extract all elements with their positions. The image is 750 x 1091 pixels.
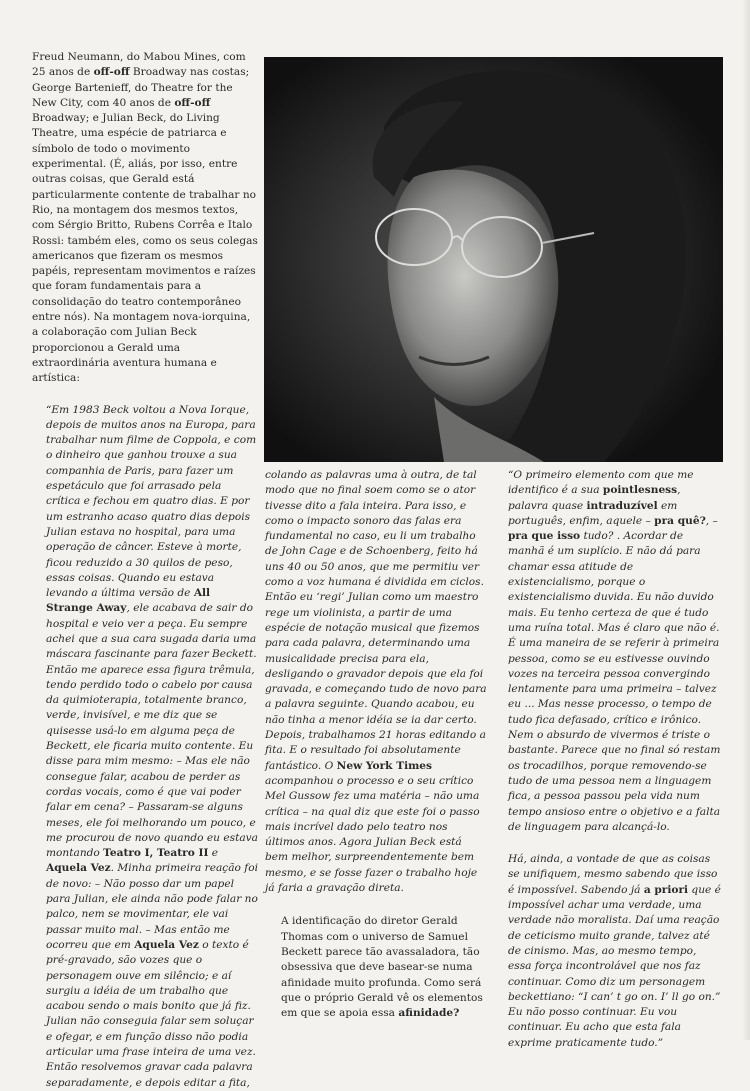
title-teatro: Teatro I, Teatro II: [103, 847, 209, 860]
quote-gerald-2: Há, ainda, a vontade de que as coisas se unifiquem, mesmo sabendo que isso é impossível. Sabendo já a priori que é impossível achar uma verdade, uma verdade não moralista. Daí uma reação de ceticismo muito grande, talvez até de cinismo. Mas, ao mesmo tempo, essa força incontrolável que nos faz continuar. Como diz um personagem beckettiano: “I can’ t go on. I’ ll go on.” Eu não posso continuar. Eu vou continuar. Eu acho que esta fala exprime praticamente tudo.”: [508, 853, 721, 1049]
column-left: [32, 50, 258, 1091]
title-all-strange-away: All Strange Away: [46, 587, 211, 615]
title-aquela-vez: Aquela Vez: [46, 862, 111, 875]
off-off-term: off-off: [93, 66, 130, 79]
portrait-illustration: [264, 57, 723, 462]
quote-beck: “Em 1983 Beck voltou a Nova Iorque, depois de muitos anos na Europa, para trabalhar num filme de Coppola, e com o dinheiro que ganhou trouxe a sua companhia de Paris, para fazer um espetáculo que foi arrasado pela crítica e fechou em quatro dias. E por um estranho acaso quatro dias depois Julian estava no hospital, para uma operação de câncer. Esteve à morte, ficou reduzido a 30 quilos de peso, essas coisas. Quando eu estava levando a última versão de All Strange Away, ele acabava de sair do hospital e veio ver a peça. Eu sempre achei que a sua cara sugada daria uma máscara fascinante para fazer Beckett. Então me aparece essa figura trêmula, tendo perdido todo o cabelo por causa da quimioterapia, totalmente branco, verde, invisível, e me diz que se quisesse usá-lo em alguma peça de Beckett, ele ficaria muito contente. Eu disse para mim mesmo: – Mas ele não consegue falar, acabou de perder as cordas vocais, como é que vai poder falar em cena? – Passaram-se alguns meses, ele foi melhorando um pouco, e me procurou de novo quando eu estava montando Teatro I, Teatro II e Aquela Vez. Minha primeira reação foi de novo: – Não posso dar um papel para Julian, ele ainda não pode falar no palco, nem se movimentar, ele vai passar muito mal. – Mas então me ocorreu que em Aquela Vez o texto é pré-gravado, são vozes que o personagem ouve em silêncio; e aí surgiu a idéia de um trabalho que acabou sendo o mais bonito que já fiz. Julian não conseguia falar sem soluçar e ofegar, e em função disso não podia articular uma frase inteira de uma vez. Então resolvemos gravar cada palavra separadamente, e depois editar a fita,: [46, 403, 258, 1089]
column-middle: [265, 468, 487, 1021]
intro-paragraph: Freud Neumann, do Mabou Mines, com 25 anos de off-off Broadway nas costas; George Bartenieff, do Theatre for the New City, com 40 anos de off-off Broadway; e Julian Beck, do Living Theatre, uma espécie de patriarca e símbolo de todo o movimento experimental. (É, aliás, por isso, entre outras coisas, que Gerald está particularmente contente de trabalhar no Rio, na montagem dos mesmos textos, com Sérgio Britto, Rubens Corrêa e Italo Rossi: também eles, como os seus colegas americanos que fizeram os mesmos papéis, representam movimentos e raízes que foram fundamentais para a consolidação do teatro contemporâneo entre nós). Na montagem nova-iorquina, a colaboração com Julian Beck proporcionou a Gerald uma extraordinária aventura humana e artística:: [32, 51, 258, 385]
off-off-term: off-off: [174, 96, 211, 109]
word-afinidade: afinidade?: [398, 1007, 460, 1020]
phrase-pra-que-isso: pra que isso: [508, 530, 581, 543]
word-intraduzivel: intraduzível: [586, 499, 658, 512]
quote-gerald-1: “O primeiro elemento com que me identifico é a sua pointlesness, palavra quase intraduzível em português, enfim, aquele – pra quê?, – pra que isso tudo? . Acordar de manhã é um suplício. E não dá para chamar essa atitude de existencialismo, porque o existencialismo duvida. Eu não duvido mais. Eu tenho certeza de que é tudo uma ruína total. Mas é claro que não é. É uma maneira de se referir à primeira pessoa, como se eu estivesse ouvindo vozes na terceira pessoa convergindo lentamente para uma primeira – talvez eu ... Mas nesse processo, o tempo de tudo fica defasado, crítico e irônico. Nem o absurdo de vivermos é triste o bastante. Parece que no final só restam os trocadilhos, porque removendo-se tudo de uma pessoa nem a linguagem fica, a pessoa passou pela vida num tempo ansioso entre o objetivo e a falta de linguagem para alcançá-lo.: [508, 469, 721, 833]
term-a-priori: a priori: [643, 883, 689, 896]
paragraph-afinidade: A identificação do diretor Gerald Thomas com o universo de Samuel Beckett parece tão avassaladora, tão obsessiva que deve basear-se numa afinidade muito profunda. Como será que o próprio Gerald vê os elementos em que se apoia essa afinidade?: [281, 915, 483, 1020]
portrait-photo: [264, 57, 723, 462]
title-new-york-times: New York Times: [336, 759, 433, 772]
title-aquela-vez: Aquela Vez: [134, 938, 199, 951]
word-pointlesness: pointlesness: [602, 484, 678, 497]
page-edge-shadow: [742, 0, 750, 1040]
quote-beck-continued: colando as palavras uma à outra, de tal modo que no final soem como se o ator tivesse dito a fala inteira. Para isso, e como o impacto sonoro das falas era fundamental no caso, eu li um trabalho de John Cage e de Schoenberg, feito há uns 40 ou 50 anos, que me permitiu ver como a voz humana é dividida em ciclos. Então eu ‘regi’ Julian como um maestro rege um violinista, a partir de uma espécie de notação musical que fizemos para cada palavra, determinando uma musicalidade precisa para ela, desligando o gravador depois que ela foi gravada, e começando tudo de novo para a palavra seguinte. Quando acabou, eu não tinha a menor idéia se ia dar certo. Depois, trabalhamos 21 horas editando a fita. E o resultado foi absolutamente fantástico. O New York Times acompanhou o processo e o seu crítico Mel Gussow fez uma matéria – não uma crítica – na qual diz que este foi o passo mais incrível dado pelo teatro nos últimos anos. Agora Julian Beck está bem melhor, surpreendentemente bem mesmo, e se fosse fazer o trabalho hoje já faria a gravação direta.: [265, 469, 487, 895]
column-right: [496, 468, 722, 1051]
phrase-pra-que: pra quê?: [654, 514, 706, 527]
